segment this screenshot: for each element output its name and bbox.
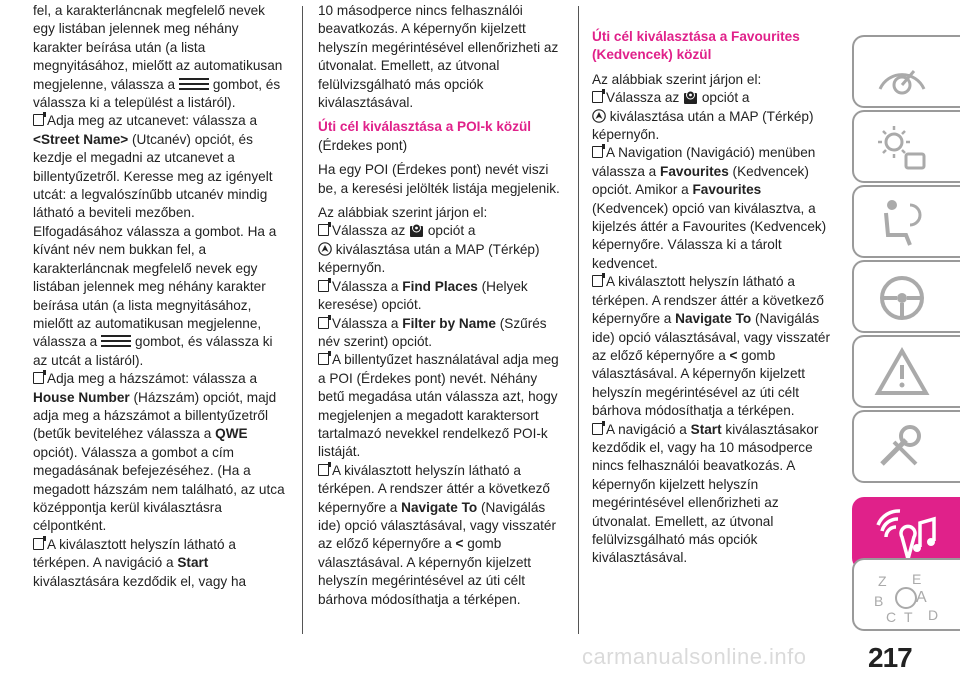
index-tab[interactable]	[852, 558, 960, 631]
column-3	[592, 2, 834, 568]
warning-lights-icon	[872, 120, 932, 174]
menu-list-icon	[179, 78, 209, 90]
column-1	[33, 2, 285, 591]
breakdown-triangle-tab[interactable]	[852, 335, 960, 408]
step-checkbox-icon	[592, 91, 603, 103]
step: A billentyűzet használatával adja meg a POI (Érdekes pont) nevét. Néhány betű megadása után válassza azt, hogy megjelenjen a megadott karaktersort tartalmazó nevekkel rendelkező POI-k listáját.	[318, 352, 559, 460]
step: A navigáció a Start kiválasztásakor kezdődik el, vagy ha 10 másodperce nincs felhasználói beavatkozás. A képernyőn kijelzett helyszín megérintésével ellenőrizheti az útvonalat. Emellett, az útvonal felülvizsgálható más opciók kiválasztásával.	[592, 421, 819, 566]
step: Válassza az opciót a kiválasztása után a MAP (Térkép) képernyőn.	[318, 223, 540, 276]
svg-text:B: B	[874, 593, 884, 609]
service-tools-tab[interactable]	[852, 410, 960, 483]
seat-airbag-icon	[872, 195, 932, 249]
step: A kiválasztott helyszín látható a térképen. A navigáció a Start kiválasztására kezdődik el, vagy ha	[33, 536, 247, 589]
paragraph: 10 másodperce nincs felhasználói beavatkozás. A képernyőn kijelzett helyszín megérintésével ellenőrizheti az útvonalat. Emellett, az útvonal felülvizsgálható más opciók kiválasztásával.	[318, 3, 559, 111]
step: A Navigation (Navigáció) menüben válassza a Favourites (Kedvencek) opciót. Amikor a Favourites (Kedvencek) opció van kiválasztva, a kijelzés áttér a Favourites (Kedvencek) képernyőre. Válassza ki a tárolt kedvencet.	[592, 145, 827, 271]
svg-text:A: A	[916, 589, 927, 606]
step-checkbox-icon	[592, 146, 603, 158]
warning-lights-tab[interactable]	[852, 110, 960, 183]
multimedia-icon	[872, 507, 942, 565]
service-tools-icon	[872, 420, 932, 474]
breakdown-triangle-icon	[872, 345, 932, 399]
map-pin-icon	[409, 223, 424, 238]
step-checkbox-icon	[318, 224, 329, 236]
paragraph: fel, a karakterláncnak megfelelő nevek egy listában jelennek meg néhány karakter beírása után (a lista megnyitásához, mielőtt az automatikusan megjelenne, válassza a gombot, és válassza ki a települést a listáról).	[33, 3, 283, 111]
step-checkbox-icon	[318, 280, 329, 292]
section-heading: Úti cél kiválasztása a Favourites (Kedvencek) közül	[592, 29, 800, 63]
step: Válassza a Filter by Name (Szűrés név szerint) opciót.	[318, 315, 547, 349]
step: Adja meg az utcanevet: válassza a <Street Name> (Utcanév) opciót, és kezdje el megadni az utcanevet a billentyűzetről. Keresse meg az igényelt utcát: a legvalószínűbb utcanév mindig látható a beviteli mezőben. Elfogadásához válassza a gombot. Ha a kívánt név nem bukkan fel, a karakterláncnak megfelelő nevek egy listában jelennek meg néhány karakter beírása után (a lista megnyitásához, mielőtt az automatikusan megjelenne, válassza a gombot, és válassza ki az utcát a listáról).	[33, 113, 277, 368]
paragraph: Az alábbiak szerint járjon el:	[318, 205, 488, 221]
step-checkbox-icon	[318, 317, 329, 329]
step: A kiválasztott helyszín látható a térképen. A rendszer áttér a következő képernyőre a Navigate To (Navigálás ide) opció választásával, vagy visszatér az előző képernyőre a < gomb választásával. A képernyőn kijelzett helyszín megérintésével az úti célt bárhova módosíthatja a térképen.	[592, 274, 830, 419]
steering-wheel-tab[interactable]	[852, 260, 960, 333]
section-subheading: (Érdekes pont)	[318, 137, 408, 153]
navigation-arrow-icon	[318, 242, 332, 256]
seat-airbag-tab[interactable]	[852, 185, 960, 258]
step-checkbox-icon	[33, 114, 44, 126]
map-pin-icon	[683, 90, 698, 105]
car-dashboard-tab[interactable]	[852, 35, 960, 108]
car-dashboard-icon	[872, 45, 932, 99]
svg-text:T: T	[904, 609, 913, 625]
step-checkbox-icon	[33, 372, 44, 384]
step: Válassza az opciót a kiválasztása után a MAP (Térkép) képernyőn.	[592, 90, 814, 143]
step-checkbox-icon	[318, 353, 329, 365]
step-checkbox-icon	[318, 464, 329, 476]
menu-list-icon	[101, 335, 131, 347]
navigation-arrow-icon	[592, 109, 606, 123]
svg-text:C: C	[886, 609, 897, 625]
svg-text:Z: Z	[878, 573, 887, 589]
index-letters-icon	[872, 568, 952, 628]
svg-text:D: D	[928, 607, 939, 623]
column-divider	[578, 6, 579, 634]
section-heading: Úti cél kiválasztása a POI-k közül	[318, 119, 532, 135]
page-number: 217	[868, 642, 912, 673]
step: A kiválasztott helyszín látható a térképen. A rendszer áttér a következő képernyőre a Navigate To (Navigálás ide) opció választásával, vagy visszatér az előző képernyőre a < gomb választásával. A képernyőn kijelzett helyszín megérintésével az úti célt bárhova módosíthatja a térképen.	[318, 462, 556, 607]
step-checkbox-icon	[33, 538, 44, 550]
paragraph: Az alábbiak szerint járjon el:	[592, 71, 762, 87]
paragraph: Ha egy POI (Érdekes pont) nevét viszi be, a keresési jelölték listája megjelenik.	[318, 162, 560, 196]
step: Adja meg a házszámot: válassza a House Number (Házszám) opciót, majd adja meg a házszámot a billentyűzetről (betűk beviteléhez válassza a QWE opciót). Válassza a gombot a cím megadásának befejezéséhez. (Ha a megadott házszám nem található, az utca középpontja kerül kiválasztásra célpontként.	[33, 371, 285, 534]
column-2	[318, 2, 566, 609]
watermark: carmanualsonline.info	[582, 644, 807, 669]
step: Válassza a Find Places (Helyek keresése) opciót.	[318, 278, 528, 313]
steering-wheel-icon	[872, 270, 932, 324]
step-checkbox-icon	[592, 423, 603, 435]
column-divider	[302, 6, 303, 634]
svg-text:E: E	[912, 571, 922, 587]
step-checkbox-icon	[592, 275, 603, 287]
